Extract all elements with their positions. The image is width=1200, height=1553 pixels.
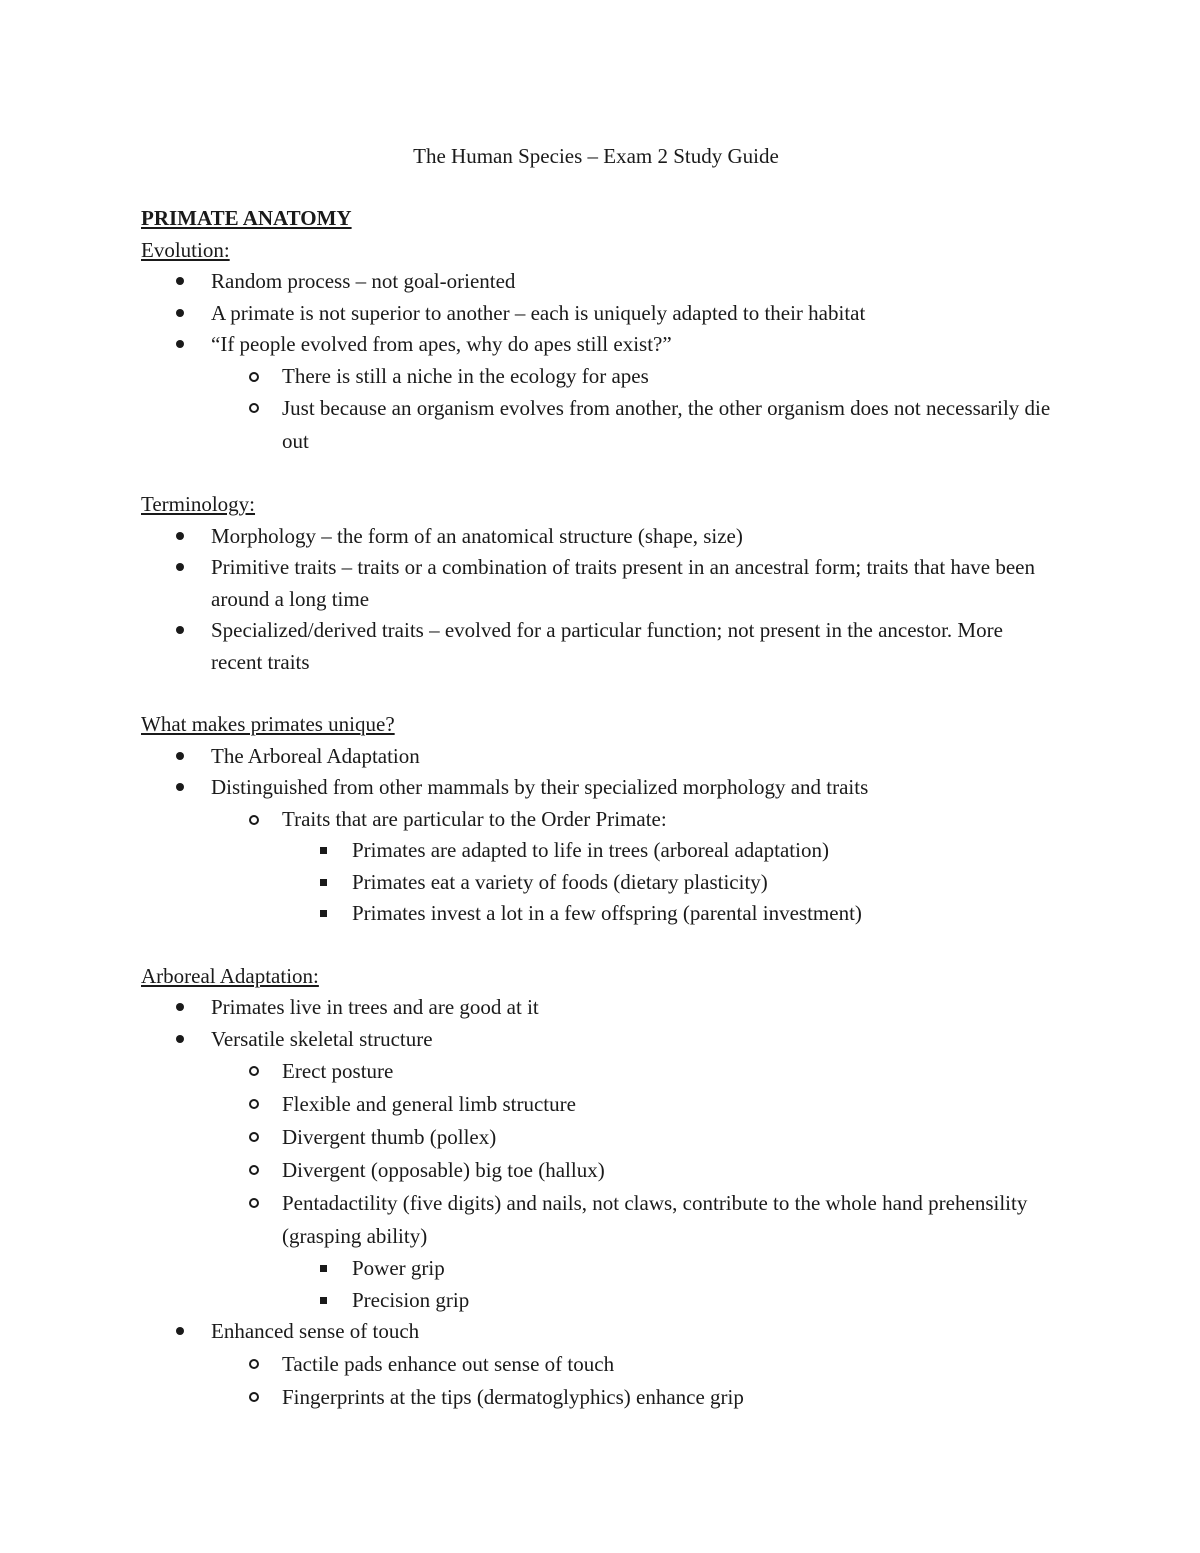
list-item: There is still a niche in the ecology for apes [141, 361, 1051, 393]
list-item: Morphology – the form of an anatomical structure (shape, size) [141, 521, 1051, 553]
hollow-bullet-icon [249, 815, 259, 825]
square-bullet-icon [320, 879, 327, 886]
square-bullet-icon [320, 1265, 327, 1272]
list-item: Power grip [141, 1253, 1051, 1285]
page-title: The Human Species – Exam 2 Study Guide [413, 144, 779, 168]
bullet-icon [176, 532, 184, 540]
hollow-bullet-icon [249, 1359, 259, 1369]
list-item: Specialized/derived traits – evolved for a particular function; not present in the ancestor. More recent traits [141, 615, 1051, 678]
bullet-icon [176, 752, 184, 760]
list-item: Flexible and general limb structure [141, 1088, 1051, 1121]
arboreal-list [141, 992, 1051, 1414]
list-item: Erect posture [141, 1055, 1051, 1088]
list-item: Precision grip [141, 1285, 1051, 1317]
spacer [141, 678, 1051, 709]
section-heading-primate-anatomy: PRIMATE ANATOMY [141, 206, 352, 230]
list-item: Versatile skeletal structure [141, 1024, 1051, 1056]
list-item: Random process – not goal-oriented [141, 266, 1051, 298]
square-bullet-icon [320, 910, 327, 917]
list-item: Primitive traits – traits or a combination of traits present in an ancestral form; traits that have been around a long time [141, 552, 1051, 615]
hollow-bullet-icon [249, 1198, 259, 1208]
square-bullet-icon [320, 847, 327, 854]
bullet-icon [176, 563, 184, 571]
list-item: Primates invest a lot in a few offspring (parental investment) [141, 898, 1051, 930]
list-item: Traits that are particular to the Order Primate: [141, 804, 1051, 836]
document-content [141, 141, 1051, 1414]
bullet-icon [176, 1327, 184, 1335]
square-bullet-icon [320, 1297, 327, 1304]
bullet-icon [176, 340, 184, 348]
list-item: Primates live in trees and are good at it [141, 992, 1051, 1024]
evolution-list [141, 266, 1051, 458]
list-item: Primates eat a variety of foods (dietary plasticity) [141, 867, 1051, 899]
list-item: Enhanced sense of touch [141, 1316, 1051, 1348]
hollow-bullet-icon [249, 372, 259, 382]
list-item: Divergent (opposable) big toe (hallux) [141, 1154, 1051, 1187]
bullet-icon [176, 1035, 184, 1043]
list-item: “If people evolved from apes, why do apes still exist?” [141, 329, 1051, 361]
arboreal-heading: Arboreal Adaptation: [141, 963, 319, 988]
terminology-heading: Terminology: [141, 492, 256, 516]
evolution-heading: Evolution: [141, 237, 230, 262]
list-item: Just because an organism evolves from another, the other organism does not necessarily die out [141, 392, 1051, 458]
list-item: Fingerprints at the tips (dermatoglyphics) enhance grip [141, 1381, 1051, 1414]
list-item: Divergent thumb (pollex) [141, 1121, 1051, 1154]
bullet-icon [176, 1003, 184, 1011]
list-item: Primates are adapted to life in trees (arboreal adaptation) [141, 835, 1051, 867]
unique-list [141, 741, 1051, 930]
list-item: Tactile pads enhance out sense of touch [141, 1348, 1051, 1381]
list-item: The Arboreal Adaptation [141, 741, 1051, 773]
hollow-bullet-icon [249, 1392, 259, 1402]
list-item: A primate is not superior to another – each is uniquely adapted to their habitat [141, 298, 1051, 330]
hollow-bullet-icon [249, 403, 259, 413]
list-item: Pentadactility (five digits) and nails, not claws, contribute to the whole hand prehensility (grasping ability) [141, 1187, 1051, 1253]
bullet-icon [176, 626, 184, 634]
hollow-bullet-icon [249, 1165, 259, 1175]
list-item: Distinguished from other mammals by their specialized morphology and traits [141, 772, 1051, 804]
unique-heading: What makes primates unique? [141, 712, 395, 736]
hollow-bullet-icon [249, 1099, 259, 1109]
hollow-bullet-icon [249, 1132, 259, 1142]
bullet-icon [176, 277, 184, 285]
bullet-icon [176, 309, 184, 317]
bullet-icon [176, 783, 184, 791]
hollow-bullet-icon [249, 1066, 259, 1076]
terminology-list [141, 521, 1051, 679]
spacer [141, 930, 1051, 961]
spacer [141, 458, 1051, 489]
